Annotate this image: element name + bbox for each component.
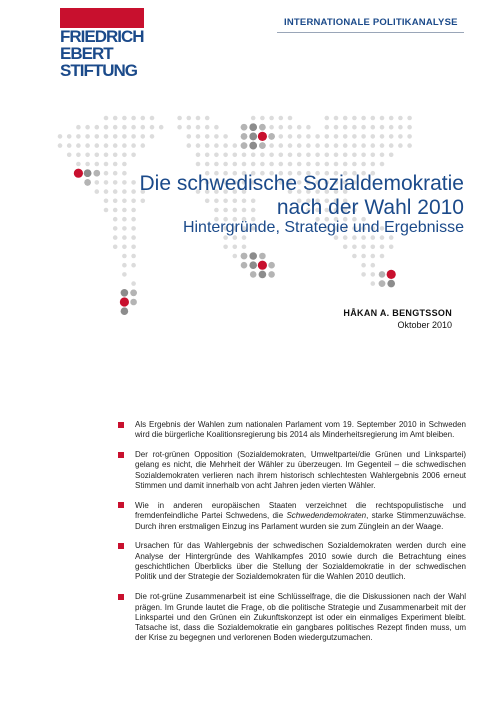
- map-dot: [104, 125, 109, 130]
- map-dot: [242, 245, 247, 250]
- map-dot: [380, 134, 385, 139]
- summary-text: Als Ergebnis der Wahlen zum nationalen Parlament vom 19. September 2010 in Schweden wird die bürgerliche Koalitionsregierung bis 2014 als Minderheitsregierung im Amt bleiben.: [135, 420, 466, 440]
- summary-text: Ursachen für das Wahlergebnis der schwedischen Sozialdemokraten werden durch eine Analyse der Hintergründe des Wahlkampfes 2010 sowie durch die Betrachtung eines geschichtlichen Überblicks über die Stellung der Sozialdemokratie in der schwedischen Politik und der Strategie der Sozialdemokraten für die Wahlen 2010 deutlich.: [135, 541, 466, 582]
- map-dot: [58, 134, 63, 139]
- map-dot: [371, 162, 376, 167]
- map-dot: [141, 125, 146, 130]
- map-dot: [371, 254, 376, 259]
- map-dot: [67, 153, 72, 158]
- map-dot: [214, 143, 219, 148]
- bullet-square-icon: [118, 452, 124, 458]
- map-dot: [141, 143, 146, 148]
- map-dot: [141, 116, 146, 121]
- bullet-square-icon: [118, 422, 124, 428]
- map-dot: [389, 134, 394, 139]
- map-dot: [288, 116, 293, 121]
- map-dot: [380, 254, 385, 259]
- map-dot: [371, 272, 376, 277]
- map-dot: [223, 143, 228, 148]
- summary-text-cont: , starke Stimmenzuwächse. Durch ihren erstmaligen Einzug ins Parlament wurden sie zum Zünglein an der Waage.: [135, 511, 466, 531]
- map-dot: [315, 162, 320, 167]
- map-dot: [297, 162, 302, 167]
- bullet-square-icon: [118, 502, 124, 508]
- map-dot: [361, 272, 366, 277]
- map-dot: [113, 245, 118, 250]
- map-dot: [122, 116, 127, 121]
- map-dot: [279, 143, 284, 148]
- map-dot: [389, 116, 394, 121]
- map-dot: [380, 125, 385, 130]
- map-dot: [122, 162, 127, 167]
- summary-item: [118, 541, 466, 582]
- publication-date: Oktober 2010: [397, 320, 452, 330]
- map-dot: [361, 153, 366, 158]
- map-dot: [279, 134, 284, 139]
- map-dot: [361, 263, 366, 268]
- map-dot: [380, 143, 385, 148]
- map-dot: [205, 116, 210, 121]
- map-dot: [407, 116, 412, 121]
- map-dot: [343, 143, 348, 148]
- summary-item: [118, 450, 466, 491]
- map-dot: [131, 281, 136, 286]
- map-dot: [279, 116, 284, 121]
- map-dot: [387, 280, 395, 288]
- map-dot: [233, 143, 238, 148]
- map-dot: [85, 162, 90, 167]
- summary-text: Die rot-grüne Zusammenarbeit ist eine Schlüsselfrage, die die Diskussionen nach der Wahl prägen. Im Grunde lautet die Frage, ob die politische Strategie und Zusammenarbeit mit der Linkspartei und den Grünen ein Zukunftskonzept ist oder ein einmaliges Experiment bleibt. Tatsache ist, dass die Sozialdemokratie ein gangbares politisches Rezept finden muss, um der Krise zu begegnen und verlorenen Boden wiedergutzumachen.: [135, 592, 466, 643]
- map-dot: [104, 143, 109, 148]
- map-dot: [177, 116, 182, 121]
- map-dot: [251, 162, 256, 167]
- logo-line-2: EBERT: [60, 44, 113, 63]
- map-dot: [352, 162, 357, 167]
- map-dot: [352, 143, 357, 148]
- map-dot: [223, 245, 228, 250]
- map-dot: [334, 162, 339, 167]
- map-dot: [104, 116, 109, 121]
- map-dot: [85, 134, 90, 139]
- map-dot: [241, 142, 248, 149]
- bullet-square-icon: [118, 543, 124, 549]
- map-dot: [113, 116, 118, 121]
- map-dot: [187, 116, 192, 121]
- map-dot: [205, 125, 210, 130]
- summary-list: [118, 420, 466, 653]
- map-dot: [76, 125, 81, 130]
- map-dot: [177, 125, 182, 130]
- map-dot: [113, 134, 118, 139]
- map-dot: [297, 153, 302, 158]
- map-dot: [343, 153, 348, 158]
- map-dot: [214, 162, 219, 167]
- map-dot: [76, 143, 81, 148]
- map-dot: [241, 253, 248, 260]
- logo-line-1: FRIEDRICH: [60, 27, 144, 46]
- map-dot: [361, 125, 366, 130]
- map-dot: [371, 125, 376, 130]
- map-dot: [249, 261, 257, 269]
- map-dot: [131, 263, 136, 268]
- map-dot: [352, 254, 357, 259]
- map-dot: [268, 133, 275, 140]
- map-dot: [249, 133, 257, 141]
- map-dot: [249, 123, 257, 131]
- map-dot: [352, 245, 357, 250]
- map-dot: [260, 153, 265, 158]
- map-dot: [260, 116, 265, 121]
- map-dot: [379, 271, 386, 278]
- map-dot: [288, 162, 293, 167]
- map-dot: [150, 134, 155, 139]
- map-dot: [371, 281, 376, 286]
- map-dot: [306, 134, 311, 139]
- map-dot: [122, 125, 127, 130]
- map-dot: [343, 116, 348, 121]
- map-dot: [334, 153, 339, 158]
- map-dot: [233, 245, 238, 250]
- map-dot: [398, 125, 403, 130]
- map-dot: [131, 153, 136, 158]
- map-dot: [398, 116, 403, 121]
- map-highlight-dot: [387, 270, 396, 279]
- map-dot: [407, 143, 412, 148]
- map-dot: [104, 162, 109, 167]
- map-dot: [371, 153, 376, 158]
- map-dot: [95, 153, 100, 158]
- map-dot: [334, 116, 339, 121]
- map-dot: [389, 143, 394, 148]
- map-dot: [122, 245, 127, 250]
- map-dot: [241, 133, 248, 140]
- map-dot: [150, 116, 155, 121]
- map-dot: [352, 134, 357, 139]
- map-dot: [187, 134, 192, 139]
- map-dot: [259, 142, 266, 149]
- map-dot: [131, 134, 136, 139]
- map-dot: [371, 245, 376, 250]
- map-dot: [297, 134, 302, 139]
- map-dot: [76, 134, 81, 139]
- map-dot: [398, 134, 403, 139]
- map-dot: [407, 125, 412, 130]
- map-dot: [325, 134, 330, 139]
- map-dot: [389, 125, 394, 130]
- map-dot: [361, 254, 366, 259]
- map-dot: [95, 143, 100, 148]
- map-dot: [361, 143, 366, 148]
- map-dot: [223, 162, 228, 167]
- map-dot: [259, 271, 267, 279]
- map-dot: [241, 262, 248, 269]
- map-dot: [315, 143, 320, 148]
- map-dot: [361, 245, 366, 250]
- map-dot: [398, 143, 403, 148]
- map-dot: [95, 162, 100, 167]
- logo-line-3: STIFTUNG: [60, 61, 137, 80]
- map-dot: [269, 143, 274, 148]
- map-dot: [288, 153, 293, 158]
- map-dot: [131, 245, 136, 250]
- map-dot: [334, 143, 339, 148]
- map-dot: [259, 124, 266, 131]
- map-dot: [361, 134, 366, 139]
- map-dot: [260, 162, 265, 167]
- map-dot: [361, 162, 366, 167]
- map-dot: [187, 125, 192, 130]
- map-dot: [380, 162, 385, 167]
- map-dot: [122, 263, 127, 268]
- map-dot: [389, 153, 394, 158]
- summary-text: Der rot-grünen Opposition (Sozialdemokraten, Umweltpartei/die Grünen und Linkspartei) gelang es nicht, die Mehrheit der Wähler zu überzeugen. Im Gegenteil – die schwedischen Sozialdemokraten verlieren nach ihrem historisch schlechtesten Wahlergebnis 2006 erneut Stimmen und damit innerhalb von acht Jahren jeden vierten Wähler.: [135, 450, 466, 491]
- summary-emphasis: Schwedendemokraten: [286, 511, 367, 521]
- bullet-square-icon: [118, 594, 124, 600]
- map-dot: [306, 143, 311, 148]
- map-dot: [122, 153, 127, 158]
- author-name: HÅKAN A. BENGTSSON: [343, 308, 452, 318]
- map-highlight-dot: [258, 132, 267, 141]
- map-dot: [251, 116, 256, 121]
- map-dot: [343, 162, 348, 167]
- map-dot: [121, 289, 129, 297]
- map-dot: [196, 153, 201, 158]
- map-dot: [85, 153, 90, 158]
- map-dot: [325, 162, 330, 167]
- map-dot: [352, 153, 357, 158]
- map-dot: [306, 125, 311, 130]
- map-dot: [371, 143, 376, 148]
- map-dot: [130, 290, 137, 297]
- map-dot: [380, 245, 385, 250]
- map-dot: [113, 153, 118, 158]
- map-dot: [306, 153, 311, 158]
- map-dot: [279, 153, 284, 158]
- map-dot: [95, 134, 100, 139]
- map-dot: [131, 116, 136, 121]
- map-dot: [67, 143, 72, 148]
- map-dot: [58, 143, 63, 148]
- map-dot: [371, 263, 376, 268]
- doc-title-line-2: nach der Wahl 2010: [276, 196, 464, 219]
- map-dot: [371, 116, 376, 121]
- summary-text: Wie in anderen europäischen Staaten verzeichnet die rechtspopulistische und fremdenfeindliche Partei Schwedens, die: [135, 500, 466, 521]
- map-dot: [233, 162, 238, 167]
- summary-item: [118, 501, 466, 532]
- map-dot: [315, 134, 320, 139]
- map-dot: [85, 125, 90, 130]
- map-dot: [113, 162, 118, 167]
- map-dot: [67, 134, 72, 139]
- map-dot: [250, 271, 257, 278]
- map-dot: [288, 134, 293, 139]
- map-dot: [371, 134, 376, 139]
- map-dot: [352, 125, 357, 130]
- map-dot: [288, 143, 293, 148]
- map-dot: [297, 125, 302, 130]
- map-dot: [196, 116, 201, 121]
- map-dot: [104, 134, 109, 139]
- doc-title-line-1: Die schwedische Sozialdemokratie: [139, 172, 464, 195]
- summary-item: [118, 592, 466, 643]
- map-dot: [343, 125, 348, 130]
- map-dot: [315, 153, 320, 158]
- map-dot: [159, 125, 164, 130]
- map-highlight-dot: [258, 261, 267, 270]
- map-dot: [205, 134, 210, 139]
- map-dot: [325, 125, 330, 130]
- map-dot: [343, 134, 348, 139]
- map-dot: [269, 153, 274, 158]
- map-dot: [325, 116, 330, 121]
- map-dot: [325, 143, 330, 148]
- map-dot: [306, 162, 311, 167]
- map-dot: [334, 134, 339, 139]
- map-dot: [196, 134, 201, 139]
- map-dot: [233, 153, 238, 158]
- map-dot: [268, 271, 275, 278]
- map-dot: [407, 134, 412, 139]
- map-dot: [242, 153, 247, 158]
- map-dot: [205, 153, 210, 158]
- map-dot: [389, 245, 394, 250]
- map-dot: [187, 143, 192, 148]
- map-dot: [249, 252, 257, 260]
- map-dot: [251, 153, 256, 158]
- map-dot: [95, 125, 100, 130]
- map-dot: [214, 125, 219, 130]
- series-title: INTERNATIONALE POLITIKANALYSE: [284, 17, 458, 28]
- map-dot: [242, 162, 247, 167]
- map-dot: [269, 125, 274, 130]
- map-dot: [380, 116, 385, 121]
- map-dot: [205, 162, 210, 167]
- map-dot: [325, 153, 330, 158]
- map-dot: [233, 254, 238, 259]
- doc-subtitle: Hintergründe, Strategie und Ergebnisse: [182, 219, 464, 236]
- map-dot: [113, 125, 118, 130]
- map-dot: [352, 116, 357, 121]
- map-dot: [196, 162, 201, 167]
- map-dot: [122, 143, 127, 148]
- map-dot: [361, 116, 366, 121]
- map-dot: [131, 125, 136, 130]
- map-dot: [334, 125, 339, 130]
- map-dot: [380, 153, 385, 158]
- map-dot: [131, 143, 136, 148]
- map-dot: [85, 143, 90, 148]
- map-dot: [205, 143, 210, 148]
- map-dot: [269, 116, 274, 121]
- map-dot: [196, 143, 201, 148]
- map-dot: [279, 162, 284, 167]
- map-dot: [130, 299, 137, 306]
- map-dot: [379, 280, 386, 287]
- map-dot: [343, 245, 348, 250]
- summary-item: [118, 420, 466, 441]
- map-dot: [150, 125, 155, 130]
- map-dot: [249, 142, 257, 150]
- map-dot: [76, 162, 81, 167]
- map-dot: [122, 254, 127, 259]
- map-dot: [104, 153, 109, 158]
- map-highlight-dot: [120, 297, 129, 306]
- map-dot: [241, 124, 248, 131]
- map-dot: [76, 153, 81, 158]
- map-dot: [131, 254, 136, 259]
- map-dot: [122, 134, 127, 139]
- map-dot: [288, 125, 293, 130]
- map-dot: [121, 307, 129, 315]
- map-dot: [223, 153, 228, 158]
- map-dot: [141, 134, 146, 139]
- map-dot: [268, 262, 275, 269]
- map-dot: [259, 253, 266, 260]
- map-dot: [122, 272, 127, 277]
- map-dot: [279, 125, 284, 130]
- map-dot: [196, 125, 201, 130]
- map-dot: [214, 153, 219, 158]
- map-dot: [269, 162, 274, 167]
- map-dot: [223, 134, 228, 139]
- map-dot: [214, 134, 219, 139]
- map-dot: [297, 143, 302, 148]
- map-dot: [113, 143, 118, 148]
